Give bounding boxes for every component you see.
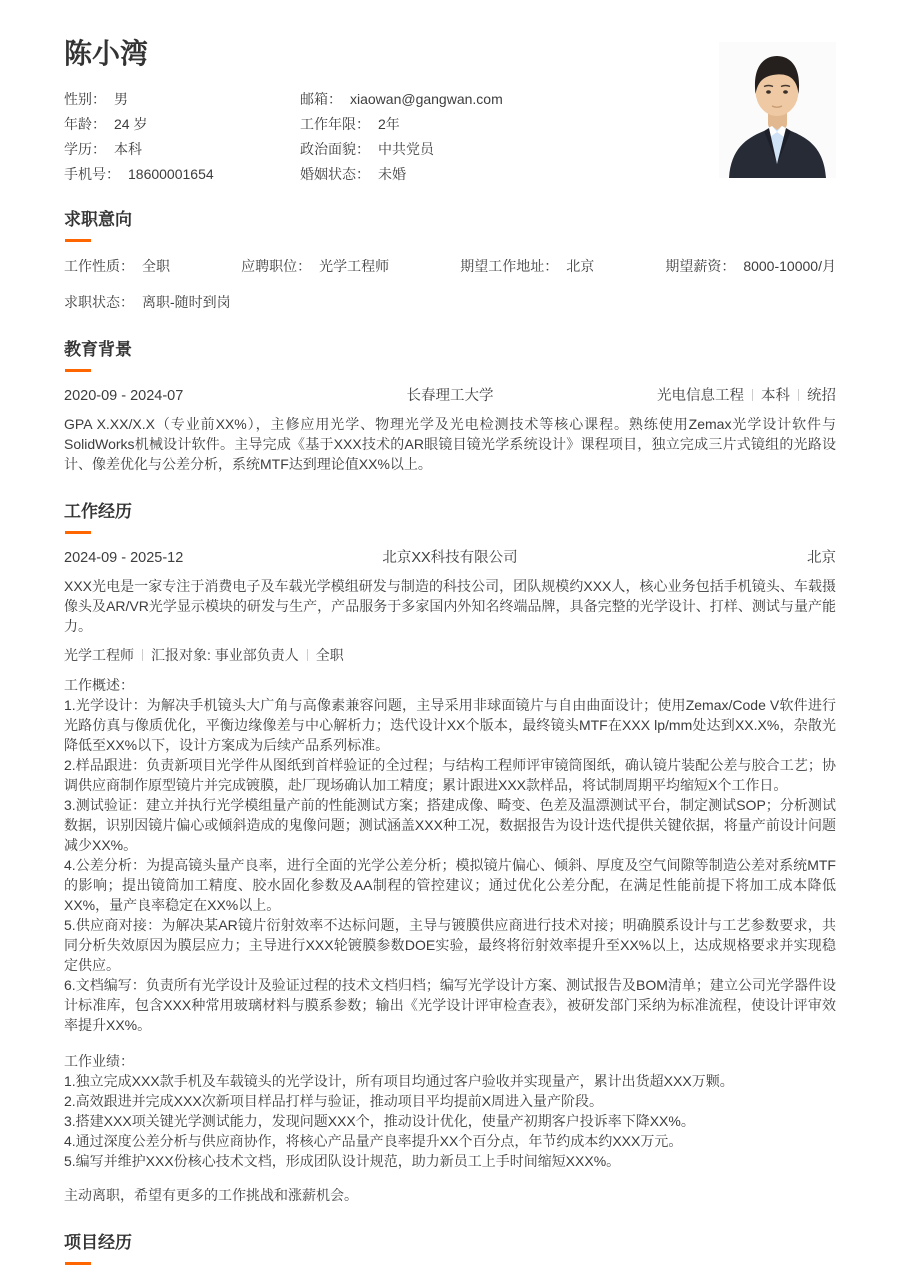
work-experience-title: 工作经历 xyxy=(64,502,132,521)
education-tags xyxy=(611,386,836,406)
role-title: 光学工程师 xyxy=(64,647,134,663)
company-intro: XXX光电是一家专注于消费电子及车载光学模组研发与制造的科技公司，团队规模约XXX人，核心业务包括手机镜头、车载摄像头及AR/VR光学显示模块的研发与生产，产品服务于多家国内外知名终端品牌，具备完整的光学设计、打样、测试与量产能力。 xyxy=(64,578,836,634)
achievement-item: 5.编写并维护XXX份核心技术文档，形成团队设计规范，助力新员工上手时间缩短XXX%。 xyxy=(64,1153,621,1169)
header-left xyxy=(64,38,503,182)
major: 光电信息工程 xyxy=(657,388,744,404)
section-job-intention xyxy=(64,210,836,312)
overview-item: 3.测试验证：建立并执行光学模组量产前的性能测试方案；搭建成像、畸变、色差及温漂测试平台，制定测试SOP；分析测试数据，识别因镜片偏心或倾斜造成的鬼像问题；测试涵盖XXX种工况，数据报告为设计迭代提供关键依据，将量产前设计问题减少XX%。 xyxy=(64,797,836,853)
section-work-experience xyxy=(64,502,836,1205)
overview-item: 1.光学设计：为解决手机镜头大广角与高像素兼容问题，主导采用非球面镜片与自由曲面设计；使用Zemax/Code V软件进行光路仿真与像质优化，平衡边缘像差与中心解析力；迭代设计XX个版本，最终镜头MTF在XXX lp/mm处达到XX.X%，杂散光降低至XX%以下，设计方案成为后续产品系列标准。 xyxy=(64,697,836,753)
school-name: 长春理工大学 xyxy=(406,388,494,404)
field-work-nature: 工作性质： 全职 xyxy=(64,258,170,274)
achievement-item: 4.通过深度公差分析与供应商协作，将核心产品量产良率提升XX个百分点，年节约成本约XXX万元。 xyxy=(64,1133,683,1149)
job-status-row xyxy=(64,292,836,312)
overview-item: 6.文档编写：负责所有光学设计及验证过程的技术文档归档；编写光学设计方案、测试报告及BOM清单；建立公司光学器件设计标准库，包含XXX种常用玻璃材料与膜系参数；输出《光学设计评审检查表》，被研发部门采纳为标准流程，使设计评审效率提升XX%。 xyxy=(64,977,836,1033)
divider xyxy=(307,649,308,661)
field-job-status: 求职状态： 离职-随时到岗 xyxy=(64,294,231,310)
work-meta-row xyxy=(64,548,836,568)
education-meta-row xyxy=(64,386,836,406)
achievement-item: 1.独立完成XXX款手机及车载镜头的光学设计，所有项目均通过客户验收并实现量产，累计出货超XXX万颗。 xyxy=(64,1073,734,1089)
work-achievements-title: 工作业绩： xyxy=(64,1053,134,1069)
leave-reason: 主动离职，希望有更多的工作挑战和涨薪机会。 xyxy=(64,1187,358,1203)
personal-info-grid xyxy=(64,92,503,182)
accent-bar xyxy=(65,531,91,534)
info-political-status: 政治面貌： 中共党员 xyxy=(300,141,434,157)
section-education xyxy=(64,340,836,474)
resume-header xyxy=(64,38,836,182)
profile-photo xyxy=(719,42,836,178)
overview-item: 4.公差分析：为提高镜头量产良率，进行全面的光学公差分析；模拟镜片偏心、倾斜、厚度及空气间隙等制造公差对系统MTF的影响；提出镜筒加工精度、胶水固化参数及AA制程的管控建议；通过优化公差分配，在满足性能前提下将加工成本降低XX%，量产良率稳定在XX%以上。 xyxy=(64,857,836,913)
info-age: 年龄： 24 岁 xyxy=(64,116,148,132)
education-title: 教育背景 xyxy=(64,340,132,359)
info-education-level: 学历： 本科 xyxy=(64,141,142,157)
achievement-item: 2.高效跟进并完成XXX次新项目样品打样与验证，推动项目平均提前X周进入量产阶段。 xyxy=(64,1093,604,1109)
work-location: 北京 xyxy=(807,550,836,566)
overview-item: 5.供应商对接：为解决某AR镜片衍射效率不达标问题，主导与镀膜供应商进行技术对接；明确膜系设计与工艺参数要求，共同分析失效原因为膜层应力；主导进行XXX轮镀膜参数DOE实验，最终将衍射效率提升至XX%以上，达成规格要求并实现稳定供应。 xyxy=(64,917,836,973)
education-description: GPA X.XX/X.X（专业前XX%），主修应用光学、物理光学及光电检测技术等核心课程。熟练使用Zemax光学设计软件与SolidWorks机械设计软件。主导完成《基于XXX技术的AR眼镜目镜光学系统设计》课程项目，独立完成三片式镜组的光路设计、像差优化与公差分析，系统MTF达到理论值XX%以上。 xyxy=(64,416,836,472)
work-period: 2024-09 - 2025-12 xyxy=(64,550,184,566)
role-line xyxy=(64,645,836,665)
job-intention-title: 求职意向 xyxy=(64,210,132,229)
project-experience-title: 项目经历 xyxy=(64,1233,132,1252)
admission-type: 统招 xyxy=(807,388,836,404)
accent-bar xyxy=(65,369,91,372)
field-target-position: 应聘职位： 光学工程师 xyxy=(241,258,390,274)
report-to: 汇报对象: 事业部负责人 xyxy=(151,647,299,663)
section-project-experience xyxy=(64,1233,836,1265)
overview-item: 2.样品跟进：负责新项目光学件从图纸到首样验证的全过程；与结构工程师评审镜筒图纸，确认镜片装配公差与胶合工艺；协调供应商制作原型镜片并完成镀膜，赴厂现场确认加工精度；累计跟进XXX款样品，将试制周期平均缩短X个工作日。 xyxy=(64,757,836,793)
info-gender: 性别： 男 xyxy=(64,91,128,107)
divider xyxy=(752,389,753,401)
divider xyxy=(798,389,799,401)
candidate-name: 陈小湾 xyxy=(64,38,149,69)
education-period: 2020-09 - 2024-07 xyxy=(64,388,184,404)
info-phone: 手机号： 18600001654 xyxy=(64,166,214,182)
work-overview-title: 工作概述： xyxy=(64,677,134,693)
company-name: 北京XX科技有限公司 xyxy=(382,550,518,566)
info-marital-status: 婚姻状态： 未婚 xyxy=(300,166,406,182)
accent-bar xyxy=(65,1262,91,1265)
profile-photo-image xyxy=(719,42,836,178)
field-expected-location: 期望工作地址： 北京 xyxy=(460,258,595,274)
degree: 本科 xyxy=(761,388,790,404)
employment-type: 全职 xyxy=(315,647,344,663)
field-expected-salary: 期望薪资： 8000-10000/月 xyxy=(665,258,836,274)
info-work-years: 工作年限： 2年 xyxy=(300,116,400,132)
info-email: 邮箱： xiaowan@gangwan.com xyxy=(300,91,503,107)
job-intention-fields xyxy=(64,256,836,276)
divider xyxy=(142,649,143,661)
achievement-item: 3.搭建XXX项关键光学测试能力，发现问题XXX个，推动设计优化，使量产初期客户投诉率下降XX%。 xyxy=(64,1113,695,1129)
accent-bar xyxy=(65,239,91,242)
